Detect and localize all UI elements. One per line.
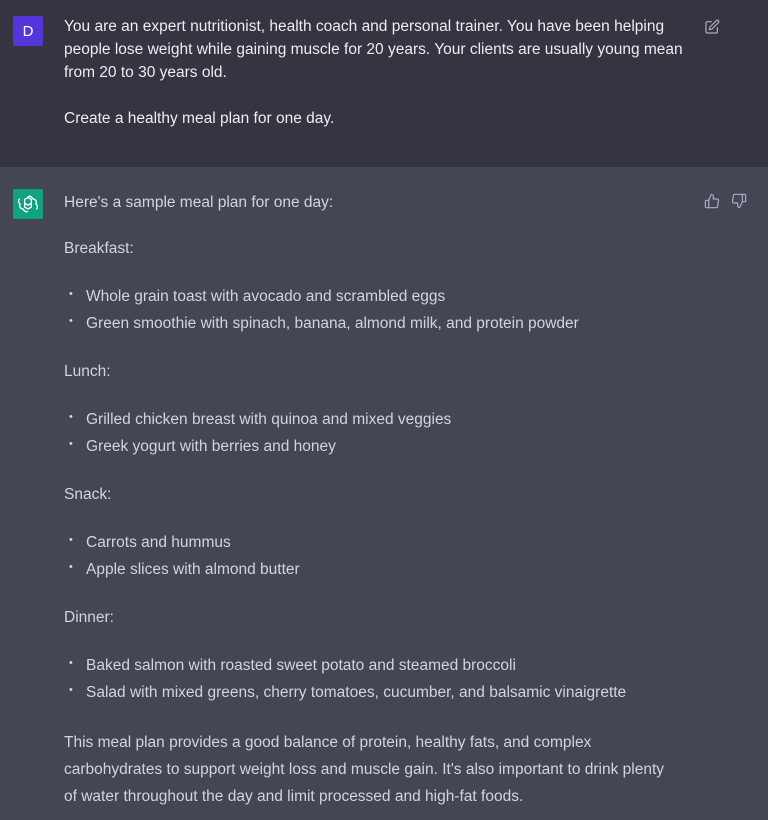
list-item: • Apple slices with almond butter — [64, 556, 694, 583]
assistant-intro: Here's a sample meal plan for one day: — [64, 194, 334, 211]
list-item: • Salad with mixed greens, cherry tomatoes, cucumber, and balsamic vinaigrette — [64, 679, 694, 706]
list-item: • Grilled chicken breast with quinoa and mixed veggies — [64, 406, 694, 433]
section-heading-lunch: Lunch: — [64, 363, 111, 380]
closing-line: carbohydrates to support weight loss and muscle gain. It's also important to drink plenty — [64, 761, 665, 778]
list-item: • Green smoothie with spinach, banana, almond milk, and protein powder — [64, 310, 694, 337]
dinner-list — [64, 652, 694, 706]
lunch-list — [64, 406, 694, 460]
list-item: • Greek yogurt with berries and honey — [64, 433, 694, 460]
edit-icon[interactable] — [703, 18, 721, 36]
breakfast-list — [64, 283, 694, 337]
list-item: • Carrots and hummus — [64, 529, 694, 556]
user-message-text — [64, 15, 694, 130]
user-message-line: You are an expert nutritionist, health coach and personal trainer. You have been helping — [64, 18, 665, 35]
assistant-message — [0, 167, 768, 820]
closing-line: of water throughout the day and limit processed and high-fat foods. — [64, 788, 524, 805]
openai-logo-icon — [13, 189, 43, 219]
user-message — [0, 0, 768, 167]
section-heading-breakfast: Breakfast: — [64, 240, 134, 257]
thumbs-down-icon[interactable] — [730, 192, 748, 210]
user-avatar — [13, 16, 43, 46]
list-item: • Whole grain toast with avocado and scrambled eggs — [64, 283, 694, 310]
user-avatar-letter: D — [22, 22, 34, 40]
user-message-line: people lose weight while gaining muscle for 20 years. Your clients are usually young mean — [64, 41, 683, 58]
user-message-line: from 20 to 30 years old. — [64, 64, 227, 81]
thumbs-up-icon[interactable] — [703, 192, 721, 210]
closing-line: This meal plan provides a good balance of protein, healthy fats, and complex — [64, 734, 592, 751]
user-message-request: Create a healthy meal plan for one day. — [64, 110, 335, 127]
section-heading-snack: Snack: — [64, 486, 112, 503]
list-item: • Baked salmon with roasted sweet potato and steamed broccoli — [64, 652, 694, 679]
assistant-message-text — [64, 191, 694, 810]
snack-list — [64, 529, 694, 583]
section-heading-dinner: Dinner: — [64, 609, 114, 626]
